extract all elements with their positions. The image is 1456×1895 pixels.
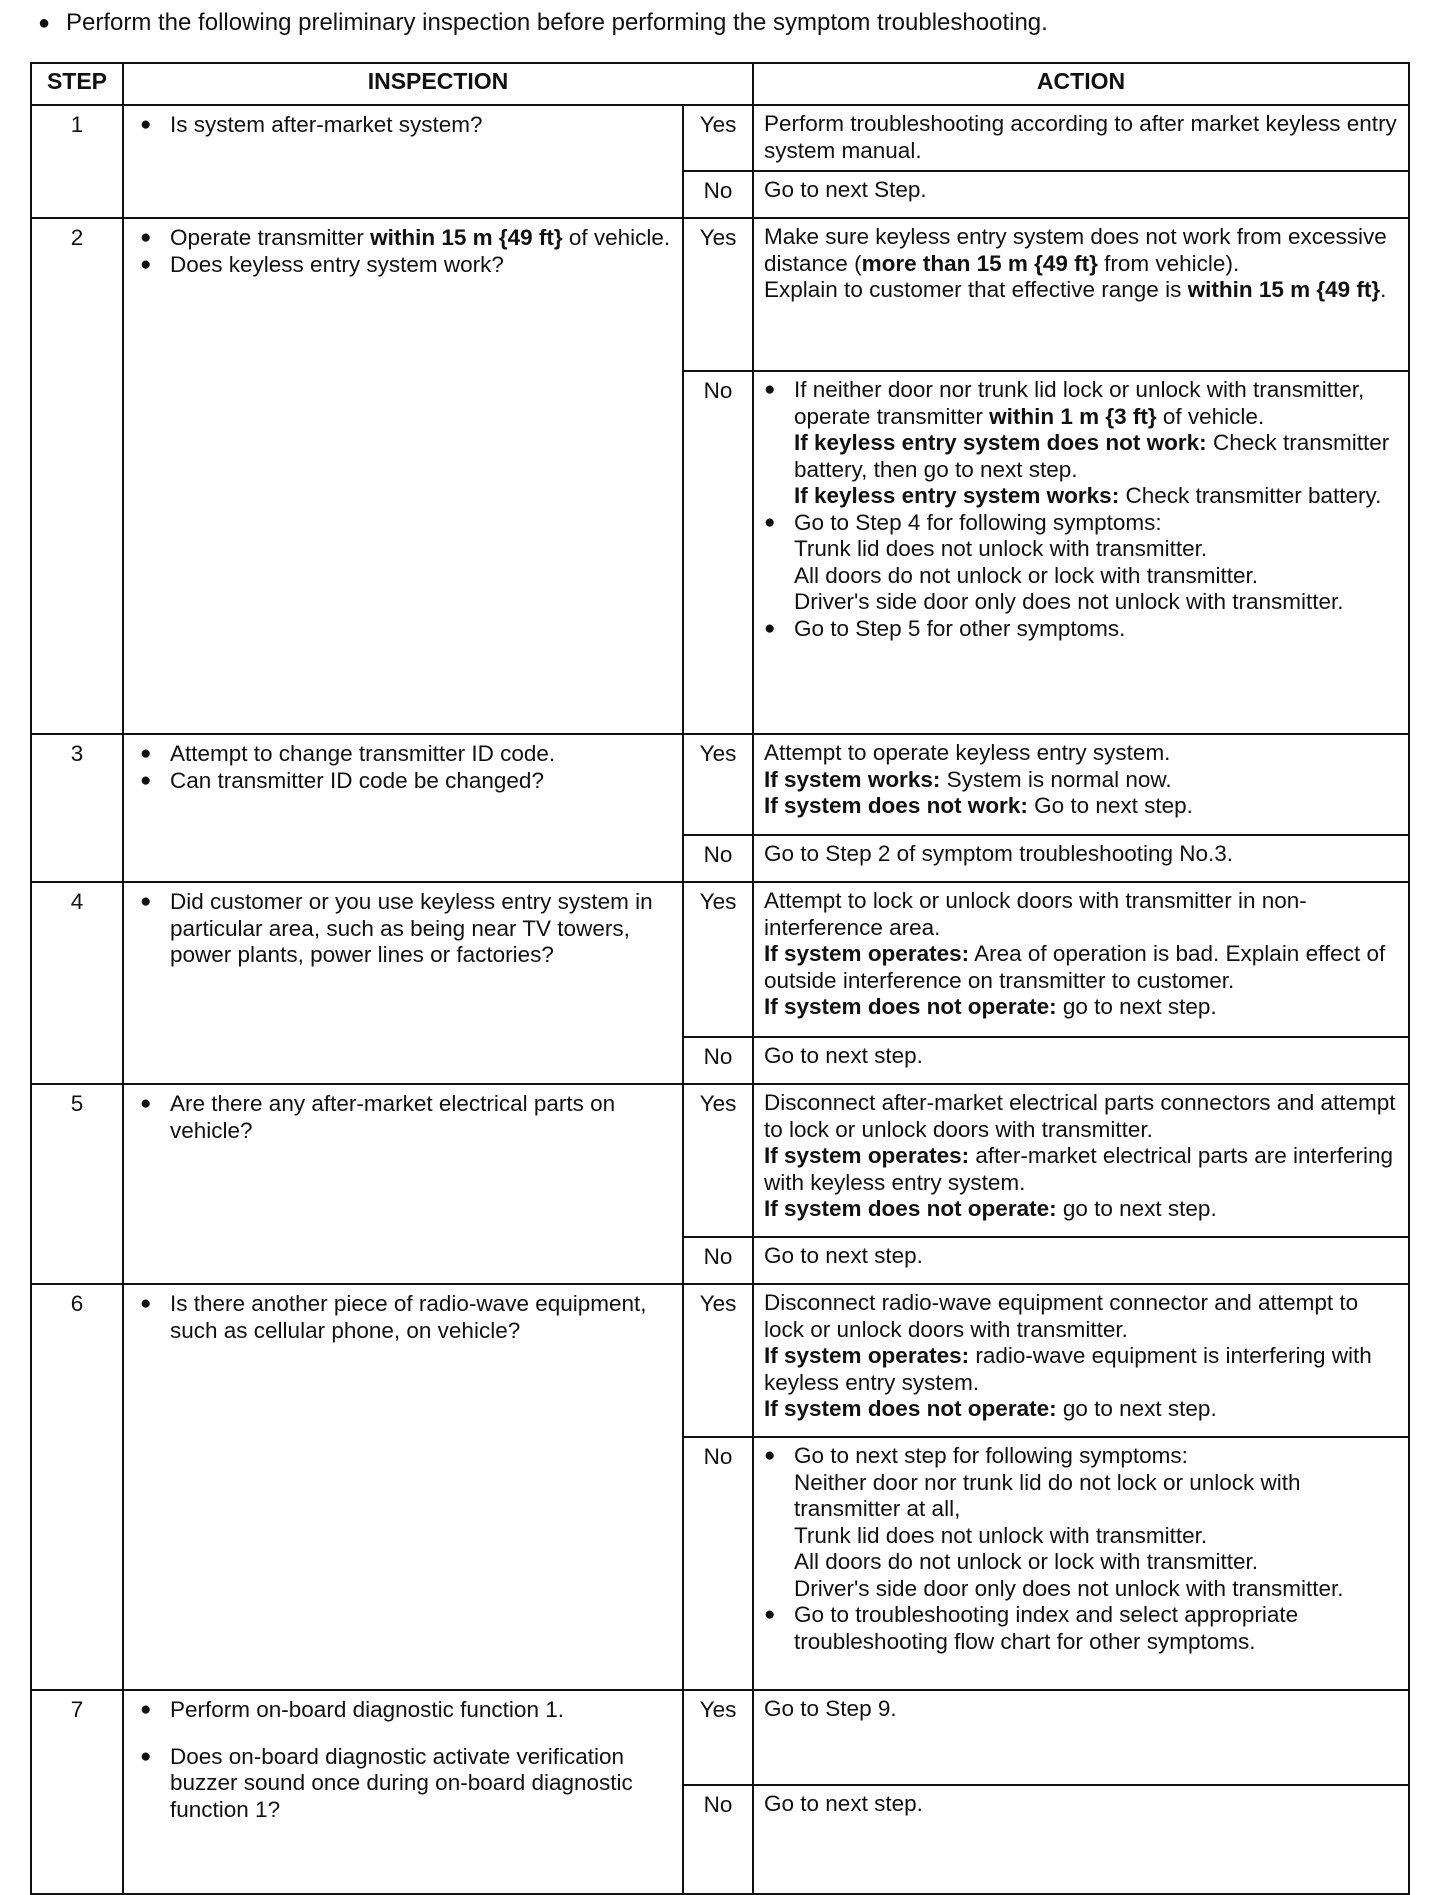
yes-label: Yes [683, 882, 753, 1037]
header-inspection: INSPECTION [123, 63, 753, 105]
bullet-icon: ● [764, 379, 776, 400]
no-label: No [683, 1437, 753, 1690]
inspection-text: Is there another piece of radio-wave equipment, such as cellular phone, on vehicle? [170, 1291, 647, 1343]
header-step: STEP [31, 63, 123, 105]
step-number: 3 [31, 734, 123, 882]
yes-label: Yes [683, 105, 753, 171]
table-row [31, 1284, 1409, 1437]
action-yes: Disconnect after-market electrical parts connectors and attempt to lock or unlock doors with transmitter. If system operates: after-market electrical parts are interfering with keyless entry system. If system does not operate: go to next step. [753, 1084, 1409, 1237]
inspection-cell [123, 1084, 683, 1284]
step-number: 4 [31, 882, 123, 1084]
bullet-icon: ● [140, 253, 152, 275]
inspection-text: Are there any after-market electrical parts on vehicle? [170, 1091, 616, 1143]
bullet-icon: ● [38, 12, 51, 34]
step-number: 2 [31, 218, 123, 734]
inspection-text: Operate transmitter within 15 m {49 ft} of vehicle. [170, 225, 671, 250]
action-no: Go to next step. [753, 1785, 1409, 1894]
action-no: ● Go to next step for following symptoms: Neither door nor trunk lid do not lock or unlock with transmitter at all, Trunk lid does not unlock with transmitter. All doors do not unlock or lock with transmitter. Driver's side door only does not unlock with transmitter. ● Go to troubleshooting index and select appropriate troubleshooting flow chart for other symptoms. [753, 1437, 1409, 1690]
inspection-text: Does on-board diagnostic activate verification buzzer sound once during on-board diagnostic function 1? [170, 1743, 633, 1822]
bullet-icon: ● [764, 511, 776, 533]
no-label: No [683, 1037, 753, 1084]
action-yes: Go to Step 9. [753, 1690, 1409, 1785]
bullet-icon: ● [140, 227, 152, 248]
yes-label: Yes [683, 734, 753, 835]
inspection-cell [123, 882, 683, 1084]
no-label: No [683, 371, 753, 734]
bullet-icon: ● [140, 1093, 152, 1114]
action-yes: Attempt to lock or unlock doors with transmitter in non-interference area. If system operates: Area of operation is bad. Explain effect of outside interference on transmitter to customer. If system does not operate: go to next step. [753, 882, 1409, 1037]
bullet-icon: ● [140, 743, 152, 764]
inspection-cell [123, 105, 683, 218]
table-row [31, 105, 1409, 171]
action-no: Go to Step 2 of symptom troubleshooting No.3. [753, 835, 1409, 882]
bullet-icon: ● [140, 114, 152, 135]
inspection-text: Does keyless entry system work? [170, 251, 504, 277]
inspection-cell [123, 1690, 683, 1894]
action-no: Go to next step. [753, 1037, 1409, 1084]
action-no: Go to next step. [753, 1237, 1409, 1284]
inspection-cell [123, 734, 683, 882]
header-action: ACTION [753, 63, 1409, 105]
no-label: No [683, 1237, 753, 1284]
yes-label: Yes [683, 1284, 753, 1437]
inspection-text: Did customer or you use keyless entry system in particular area, such as being near TV towers, power plants, power lines or factories? [170, 889, 653, 967]
action-no: ● If neither door nor trunk lid lock or unlock with transmitter, operate transmitter within 1 m {3 ft} of vehicle. If keyless entry system does not work: Check transmitter battery, then go to next step. If keyless entry system works: Check transmitter battery. ● Go to Step 4 for following symptoms: Trunk lid does not unlock with transmitter. All doors do not unlock or lock with transmitter. Driver's side door only does not unlock with transmitter. ● Go to Step 5 for other symptoms. [753, 371, 1409, 734]
bullet-icon: ● [140, 891, 152, 912]
bullet-icon: ● [140, 1293, 152, 1314]
no-label: No [683, 171, 753, 218]
no-label: No [683, 1785, 753, 1894]
table-row [31, 882, 1409, 1037]
action-no: Go to next Step. [753, 171, 1409, 218]
yes-label: Yes [683, 218, 753, 371]
troubleshooting-table [30, 62, 1410, 1895]
step-number: 1 [31, 105, 123, 218]
action-yes: Perform troubleshooting according to after market keyless entry system manual. [753, 105, 1409, 171]
action-yes: Make sure keyless entry system does not work from excessive distance (more than 15 m {49 ft} from vehicle). Explain to customer that effective range is within 15 m {49 ft}. [753, 218, 1409, 371]
table-row [31, 734, 1409, 835]
action-yes: Attempt to operate keyless entry system. If system works: System is normal now. If system does not work: Go to next step. [753, 734, 1409, 835]
inspection-text: Attempt to change transmitter ID code. [170, 741, 556, 766]
action-yes: Disconnect radio-wave equipment connector and attempt to lock or unlock doors with transmitter. If system operates: radio-wave equipment is interfering with keyless entry system. If system does not operate: go to next step. [753, 1284, 1409, 1437]
bullet-icon: ● [764, 1445, 776, 1466]
table-row [31, 218, 1409, 371]
inspection-text: Is system after-market system? [170, 112, 483, 137]
bullet-icon: ● [140, 769, 152, 791]
yes-label: Yes [683, 1690, 753, 1785]
step-number: 5 [31, 1084, 123, 1284]
bullet-icon: ● [140, 1699, 152, 1720]
intro-text: Perform the following preliminary inspection before performing the symptom troubleshooting. [66, 9, 1048, 36]
inspection-cell [123, 218, 683, 734]
table-row [31, 1690, 1409, 1785]
header-row [31, 63, 1409, 105]
intro-note [38, 8, 1048, 38]
step-number: 6 [31, 1284, 123, 1690]
bullet-icon: ● [764, 1604, 776, 1625]
no-label: No [683, 835, 753, 882]
step-number: 7 [31, 1690, 123, 1894]
yes-label: Yes [683, 1084, 753, 1237]
bullet-icon: ● [140, 1745, 152, 1767]
inspection-text: Perform on-board diagnostic function 1. [170, 1697, 564, 1722]
bullet-icon: ● [764, 617, 776, 639]
inspection-cell [123, 1284, 683, 1690]
inspection-text: Can transmitter ID code be changed? [170, 767, 544, 793]
table-row [31, 1084, 1409, 1237]
